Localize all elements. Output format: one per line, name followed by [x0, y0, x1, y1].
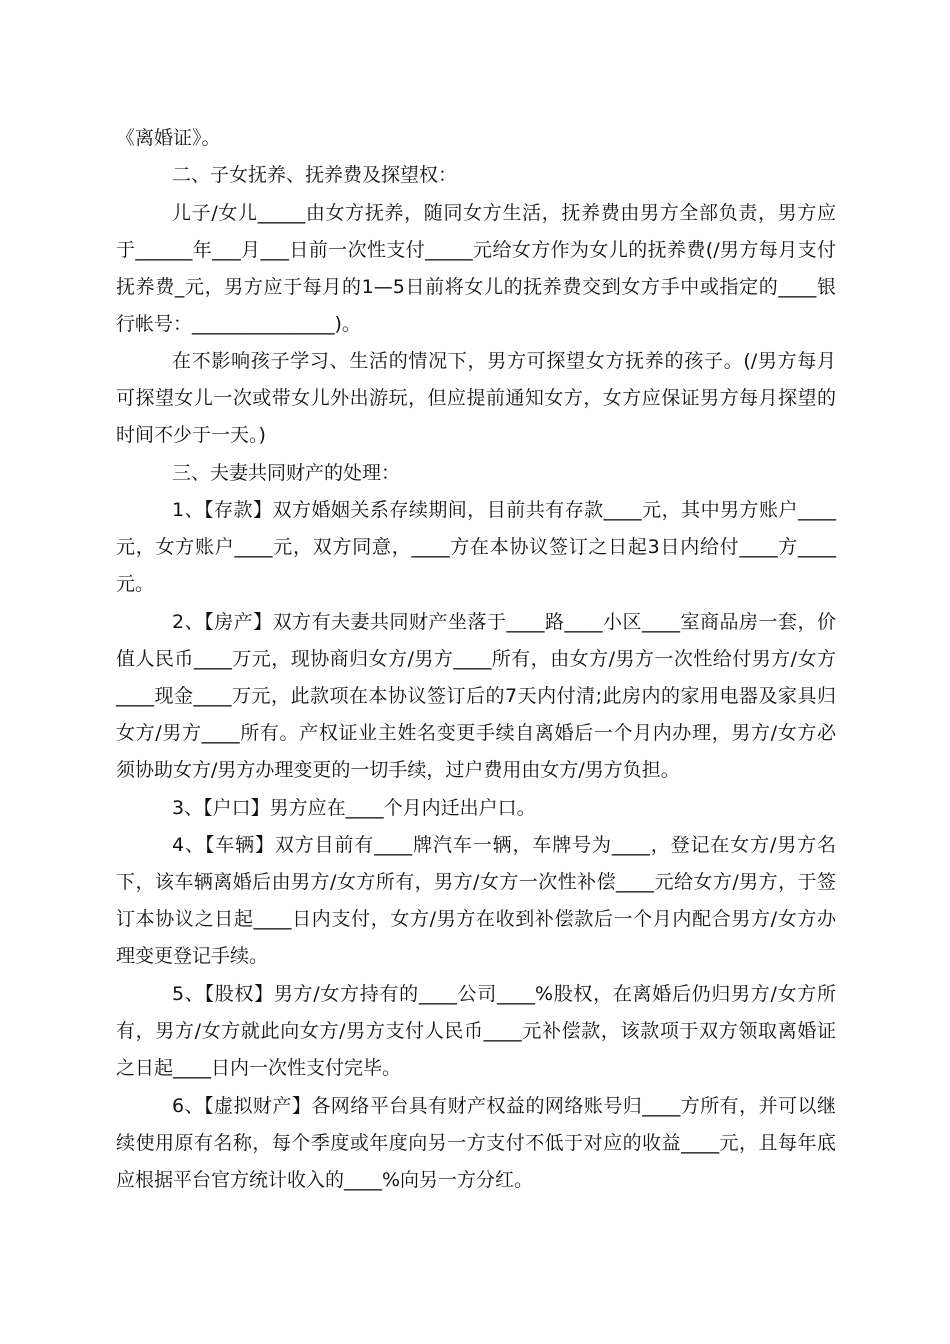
text-line-equity-2: 有，男方/女方就此向女方/男方支付人民币____元补偿款，该款项于双方领取离婚证 — [116, 1020, 836, 1042]
text-line-deposit-3: 元。 — [116, 573, 155, 595]
text-line-deposit-2: 元，女方账户____元，双方同意，____方在本协议签订之日起3日内给付____方____ — [116, 536, 836, 558]
text-line-house-4: 女方/男方____所有。产权证业主姓名变更手续自离婚后一个月内办理，男方/女方必 — [116, 722, 836, 744]
text-line-house-1: 2、【房产】双方有夫妻共同财产坐落于____路____小区____室商品房一套，价 — [172, 611, 836, 633]
text-line-custody-2: 于______年___月___日前一次性支付_____元给女方作为女儿的抚养费(/男方每月支付 — [116, 239, 836, 261]
text-line-vehicle-3: 订本协议之日起____日内支付，女方/男方在收到补偿款后一个月内配合男方/女方办 — [116, 908, 836, 930]
text-line-house-5: 须协助女方/男方办理变更的一切手续，过户费用由女方/男方负担。 — [116, 759, 680, 781]
text-line-visitation-3: 时间不少于一天。) — [116, 424, 266, 446]
text-line-vehicle-1: 4、【车辆】双方目前有____牌汽车一辆，车牌号为____，登记在女方/男方名 — [172, 834, 836, 856]
text-line-virtual-1: 6、【虚拟财产】各网络平台具有财产权益的网络账号归____方所有，并可以继 — [172, 1095, 836, 1117]
text-line-custody-1: 儿子/女儿_____由女方抚养，随同女方生活，抚养费由男方全部负责，男方应 — [172, 202, 836, 224]
text-line-household-registration: 3、【户口】男方应在____个月内迁出户口。 — [172, 797, 536, 819]
text-line-visitation-1: 在不影响孩子学习、生活的情况下，男方可探望女方抚养的孩子。(/男方每月 — [172, 350, 836, 372]
text-line-deposit-1: 1、【存款】双方婚姻关系存续期间，目前共有存款____元，其中男方账户____ — [172, 499, 836, 521]
text-line-virtual-2: 续使用原有名称，每个季度或年度向另一方支付不低于对应的收益____元，且每年底 — [116, 1132, 836, 1154]
text-line-visitation-2: 可探望女儿一次或带女儿外出游玩，但应提前通知女方，女方应保证男方每月探望的 — [116, 387, 836, 409]
text-line-equity-3: 之日起____日内一次性支付完毕。 — [116, 1057, 402, 1079]
text-line-divorce-certificate: 《离婚证》。 — [116, 127, 221, 149]
text-line-virtual-3: 应根据平台官方统计收入的____%向另一方分红。 — [116, 1169, 534, 1191]
text-line-vehicle-4: 理变更登记手续。 — [116, 945, 269, 967]
text-line-house-2: 值人民币____万元，现协商归女方/男方____所有，由女方/男方一次性给付男方/女方 — [116, 648, 836, 670]
section-heading-property: 三、夫妻共同财产的处理： — [172, 462, 401, 484]
text-line-equity-1: 5、【股权】男方/女方持有的____公司____%股权，在离婚后仍归男方/女方所 — [172, 983, 836, 1005]
text-line-custody-4: 行帐号：_______________)。 — [116, 313, 361, 335]
section-heading-child-custody: 二、子女抚养、抚养费及探望权： — [172, 164, 458, 186]
text-line-custody-3: 抚养费_元，男方应于每月的1—5日前将女儿的抚养费交到女方手中或指定的____银 — [116, 276, 836, 298]
text-line-vehicle-2: 下，该车辆离婚后由男方/女方所有，男方/女方一次性补偿____元给女方/男方，于签 — [116, 871, 836, 893]
text-line-house-3: ____现金____万元，此款项在本协议签订后的7天内付清;此房内的家用电器及家具归 — [116, 685, 836, 707]
